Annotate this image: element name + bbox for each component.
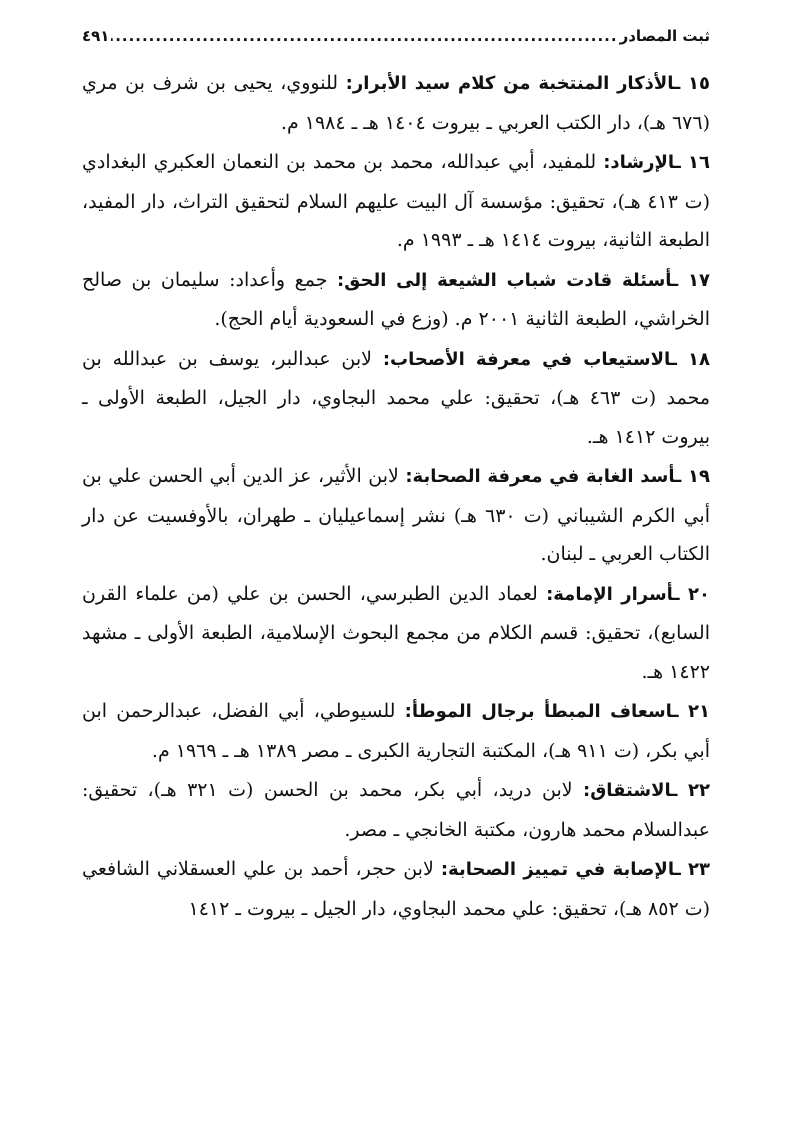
entry-details: لابن حجر، أحمد بن علي العسقلاني الشافعي (ت ٨٥٢ هـ)، تحقيق: علي محمد البجاوي، دار الجيل ـ بيروت ـ ١٤١٢ <box>82 858 710 920</box>
entry-title: الاشتقاق: <box>583 780 672 801</box>
bibliography-entry-19 <box>82 457 710 574</box>
entry-number: ١٨ ـ <box>670 348 710 370</box>
entry-number: ١٥ ـ <box>674 73 711 94</box>
entry-title: الإصابة في تمييز الصحابة: <box>440 859 675 880</box>
entry-title: أسرار الإمامة: <box>546 583 674 605</box>
entry-title: أسئلة قادت شباب الشيعة إلى الحق: <box>337 269 673 291</box>
page-number: ٤٩١ <box>82 27 110 45</box>
bibliography-entry-18 <box>82 340 710 457</box>
entry-number: ٢٢ ـ <box>671 780 711 801</box>
entry-title: الاستيعاب في معرفة الأصحاب: <box>382 348 671 370</box>
running-header <box>82 20 710 52</box>
entry-title: أسد الغابة في معرفة الصحابة: <box>405 466 676 487</box>
entry-number: ١٦ ـ <box>674 152 711 173</box>
bibliography-entry-21 <box>82 692 710 770</box>
bibliography-entry-23 <box>82 850 710 928</box>
entry-number: ٢٠ ـ <box>673 583 710 605</box>
entry-number: ٢٣ ـ <box>674 859 711 880</box>
bibliography-entry-15 <box>82 64 710 142</box>
entry-details: لابن الأثير، عز الدين أبي الحسن علي بن أبي الكرم الشيباني (ت ٦٣٠ هـ) نشر إسماعيليان ـ طهران، بالأوفسيت عن دار الكتاب العربي ـ لبنان. <box>82 465 710 565</box>
entry-title: الإرشاد: <box>603 152 675 173</box>
entry-details: للمفيد، أبي عبدالله، محمد بن محمد بن النعمان العكبري البغدادي (ت ٤١٣ هـ)، تحقيق: مؤسسة آل البيت عليهم السلام لتحقيق التراث، دار المفيد، الطبعة الثانية، بيروت ١٤١٤ هـ ـ ١٩٩٣ م. <box>82 151 710 251</box>
entry-details: للنووي، يحيى بن شرف بن مري (٦٧٦ هـ)، دار الكتب العربي ـ بيروت ١٤٠٤ هـ ـ ١٩٨٤ م. <box>82 72 710 134</box>
bibliography-list <box>82 64 710 928</box>
entry-title: اسعاف المبطأ برجال الموطأ: <box>404 701 673 722</box>
entry-number: ٢١ ـ <box>672 701 710 722</box>
bibliography-entry-22 <box>82 771 710 849</box>
bibliography-entry-20 <box>82 575 710 692</box>
entry-details: للسيوطي، أبي الفضل، عبدالرحمن ابن أبي بكر، (ت ٩١١ هـ)، المكتبة التجارية الكبرى ـ مصر ١٣٨٩ هـ ـ ١٩٦٩ م. <box>82 700 710 762</box>
book-page <box>82 20 710 929</box>
entry-number: ١٧ ـ <box>672 269 710 291</box>
entry-title: الأذكار المنتخبة من كلام سيد الأبرار: <box>345 73 675 94</box>
entry-details: لابن عبدالبر، يوسف بن عبدالله بن محمد (ت ٤٦٣ هـ)، تحقيق: علي محمد البجاوي، دار الجيل، الطبعة الأولى ـ بيروت ١٤١٢ هـ. <box>82 347 711 448</box>
entry-details: لعماد الدين الطبرسي، الحسن بن علي (من علماء القرن السابع)، تحقيق: قسم الكلام من مجمع البحوث الإسلامية، الطبعة الأولى ـ مشهد ١٤٢٢ هـ. <box>82 582 710 683</box>
entry-details: جمع وأعداد: سليمان بن صالح الخراشي، الطبعة الثانية ٢٠٠١ م. (وزع في السعودية أيام الحج). <box>82 268 710 330</box>
entry-number: ١٩ ـ <box>675 466 711 487</box>
header-title: ثبت المصادر <box>619 27 710 45</box>
header-dot-leader <box>111 20 617 52</box>
bibliography-entry-16 <box>82 143 710 260</box>
bibliography-entry-17 <box>82 261 710 339</box>
entry-details: لابن دريد، أبي بكر، محمد بن الحسن (ت ٣٢١ هـ)، تحقيق: عبدالسلام محمد هارون، مكتبة الخانجي ـ مصر. <box>82 779 710 841</box>
